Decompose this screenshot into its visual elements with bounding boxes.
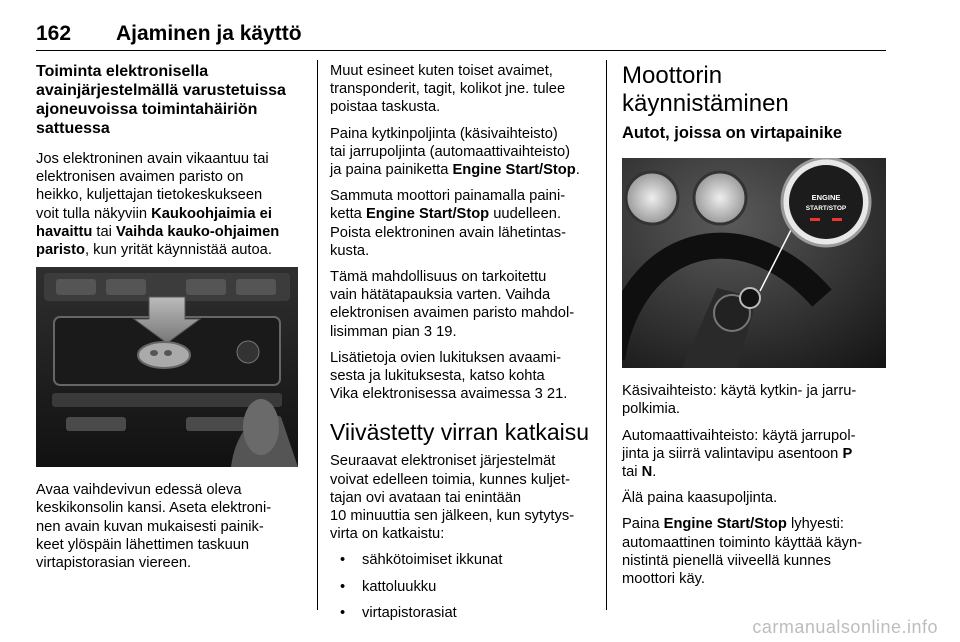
header-rule [36, 50, 886, 51]
list-item: • virtapistorasiat [330, 604, 598, 622]
console-pocket-photo [36, 267, 298, 467]
message-replace-battery: Vaihda kauko-ohjaimen paristo [36, 223, 280, 259]
column-divider-2 [606, 60, 607, 610]
paragraph-remove-objects: Muut esineet kuten toiset avaimet, transponderit, tagit, kolikot jne. tulee poistaa taskusta. [330, 63, 566, 116]
column-divider-1 [317, 60, 318, 610]
paragraph-manual: Käsivaihteisto: käytä kytkin- ja jarru- polkimia. [622, 383, 857, 418]
start-stop-button-photo [622, 158, 886, 368]
engine-start-stop-term: Engine Start/Stop [452, 162, 576, 179]
engine-start-stop-term: Engine Start/Stop [365, 206, 490, 223]
paragraph-emergency: Tämä mahdollisuus on tarkoitettu vain hätätapauksia varten. Vaihda elektronisen avaimen paristo mahdol- lisimman pian 3 19. [330, 269, 575, 340]
list-item: • kattoluukku [330, 578, 598, 596]
column-2 [330, 62, 598, 630]
paragraph-key-fault: Jos elektroninen avain vikaantuu tai elektronisen avaimen paristo on heikko, kuljettajan tietokeskukseen voit tulla näkyviin Kaukoohjaimia ei havaittu tai Vaihda kauko-ohjaimen paristo, kun yrität käynnistää autoa. [36, 151, 280, 259]
paragraph-insert-key: Avaa vaihdevivun edessä oleva keskikonsolin kansi. Aseta elektroni- nen avain kuvan mukaisesti painik- keet ylöspäin lähettimen taskuun virtapistorasian viereen. [36, 482, 272, 572]
page-number: 162 [36, 22, 72, 45]
paragraph-no-throttle: Älä paina kaasupoljinta. [622, 490, 778, 507]
paragraph-more-info: Lisätietoja ovien lukituksen avaami- sesta ja lukituksesta, katso kohta Vika elektronisessa avaimessa 3 21. [330, 349, 568, 403]
systems-list [330, 551, 598, 622]
paragraph-press-button: Paina Engine Start/Stop lyhyesti: automaattinen toiminto käyttää käyn- nistintä pienellä viiveellä kunnes moottori käy. [622, 516, 863, 588]
message-no-remote: Kaukoohjaimia ei havaittu [36, 205, 272, 240]
section-heading-delayed-power: Viivästetty virran katkaisu [330, 419, 590, 446]
paragraph-automatic: Automaattivaihteisto: käytä jarrupol- jinta ja siirrä valintavipu asentoon P tai N. [622, 427, 856, 481]
page-header [36, 22, 886, 52]
watermark: carmanualsonline.info [752, 617, 938, 637]
column-3 [622, 62, 890, 596]
chapter-title: Ajaminen ja käyttö [116, 22, 302, 45]
page-ref-symbol: 3 [423, 323, 433, 340]
section-heading-malfunction: Toiminta elektronisella avainjärjestelmällä varustetuissa ajoneuvoissa toimintahäiriön sattuessa [36, 63, 286, 137]
start-stop-label-text: START/STOP [805, 205, 847, 213]
paragraph-press-pedal: Paina kytkinpoljinta (käsivaihteisto) tai jarrupoljinta (automaattivaihteisto) ja paina painiketta Engine Start/Stop. [330, 125, 580, 179]
paragraph-delayed-systems: Seuraavat elektroniset järjestelmät voivat edelleen toimia, kunnes kuljet- tajan ovi avataan tai enintään 10 minuuttia sen jälkeen, kun sytytys- virta on katkaistu: [330, 453, 575, 543]
column-1 [36, 62, 304, 580]
page-ref-21[interactable]: 21 [546, 386, 564, 403]
page-ref-19[interactable]: 19 [436, 323, 453, 340]
engine-label-text: ENGINE [811, 193, 841, 203]
engine-start-stop-term: Engine Start/Stop [663, 516, 787, 533]
subheading-power-button: Autot, joissa on virtapainike [622, 124, 843, 142]
section-heading-engine-start: Moottorin käynnistäminen [622, 62, 789, 117]
list-item: • sähkötoimiset ikkunat [330, 551, 598, 569]
page-ref-symbol: 3 [534, 386, 543, 403]
paragraph-switch-off: Sammuta moottori painamalla paini- ketta Engine Start/Stop uudelleen. Poista elektroninen avain lähetintas- kusta. [330, 188, 566, 259]
